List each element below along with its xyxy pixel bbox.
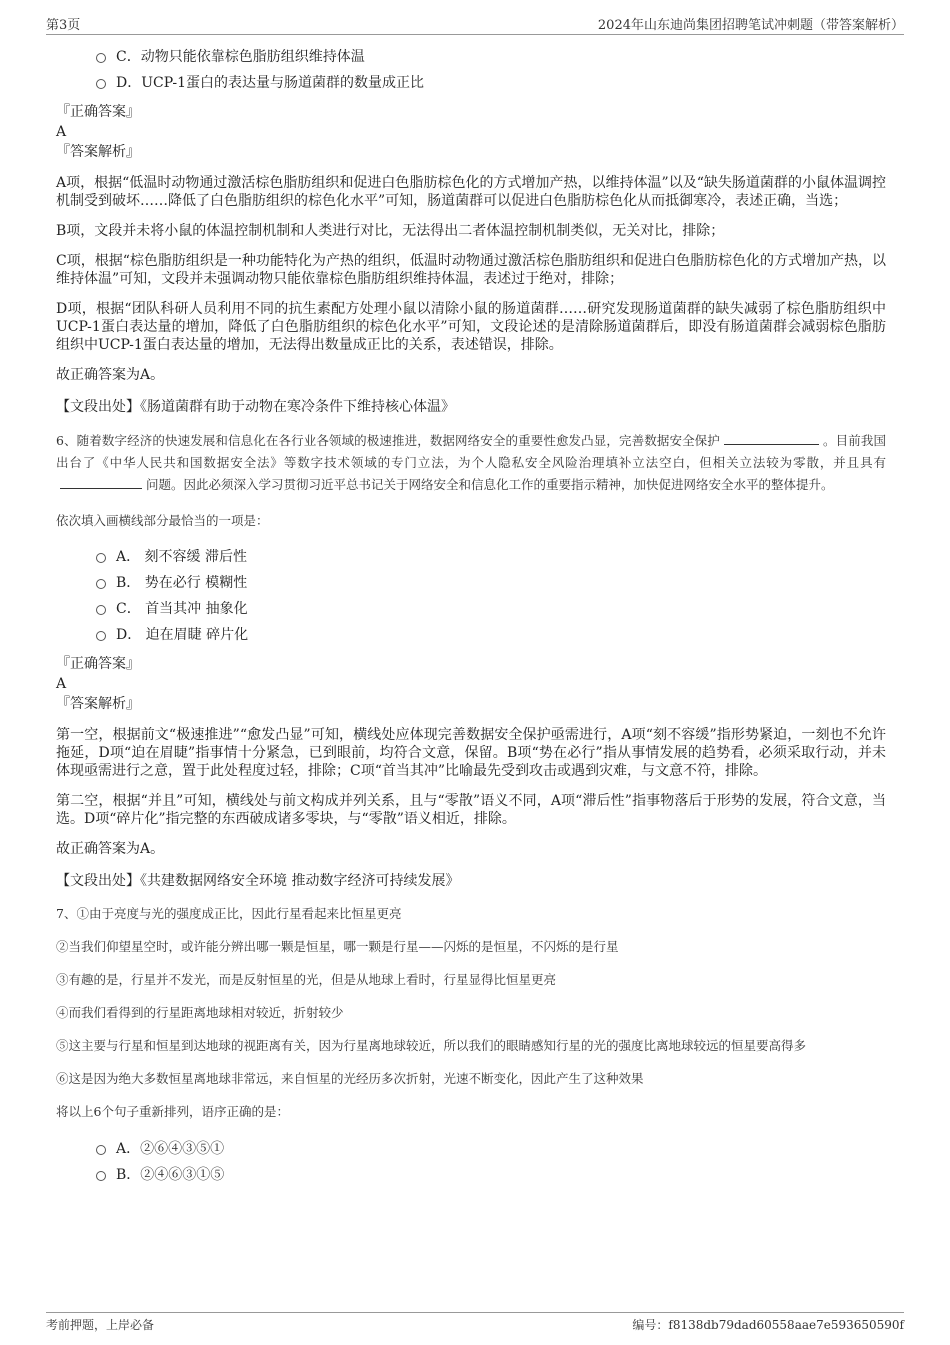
- fill-blank-1: [724, 432, 819, 445]
- radio-icon[interactable]: [96, 579, 106, 589]
- q6-option-b[interactable]: B． 势在必行 模糊性: [96, 570, 886, 596]
- q7-sentence: ⑥这是因为绝大多数恒星离地球非常远，来自恒星的光经历多次折射，光速不断变化，因此产生了这种效果: [56, 1071, 644, 1086]
- q6-option-c[interactable]: C． 首当其冲 抽象化: [96, 596, 886, 622]
- q7-sentence: ⑤这主要与行星和恒星到达地球的视距离有关，因为行星离地球较近，所以我们的眼睛感知行星的光的强度比离地球较远的恒星要高得多: [56, 1038, 807, 1053]
- q7-prompt: 将以上6个句子重新排列，语序正确的是：: [56, 1104, 289, 1119]
- radio-icon[interactable]: [96, 1171, 106, 1181]
- q6-prompt: 依次填入画横线部分最恰当的一项是：: [56, 513, 269, 528]
- analysis-conclusion: 故正确答案为A。: [56, 841, 165, 857]
- radio-icon[interactable]: [96, 605, 106, 615]
- analysis-paragraph: A项，根据“低温时动物通过激活棕色脂肪组织和促进白色脂肪棕色化的方式增加产热，以维持体温”以及“缺失肠道菌群的小鼠体温调控机制受到破坏……降低了白色脂肪组织的棕色化水平”可知，肠道菌群可以促进白色脂肪棕色化从而抵御寒冷，表述正确，当选；: [56, 175, 886, 209]
- page-header: [46, 12, 904, 35]
- analysis-paragraph: D项，根据“团队科研人员利用不同的抗生素配方处理小鼠以清除小鼠的肠道菌群……研究发现肠道菌群的缺失减弱了棕色脂肪组织中UCP-1蛋白表达量的增加，降低了白色脂肪组织的棕色化水平”可知，文段论述的是清除肠道菌群后，即没有肠道菌群会减弱棕色脂肪组织中UCP-1蛋白表达量的增加，无法得出数量成正比的关系，表述错误，排除。: [56, 301, 886, 353]
- document-id: 编号：f8138db79dad60558aae7e593650590f: [632, 1318, 904, 1332]
- q6-option-d[interactable]: D． 迫在眉睫 碎片化: [96, 622, 886, 648]
- q7-sentence: ②当我们仰望星空时，或许能分辨出哪一颗是恒星，哪一颗是行星——闪烁的是恒星，不闪烁的是行星: [56, 939, 619, 954]
- source-citation: 【文段出处】《肠道菌群有助于动物在寒冷条件下维持核心体温》: [56, 399, 455, 415]
- footer-slogan: 考前押题，上岸必备: [46, 1318, 155, 1332]
- q7-sentence: 7、①由于亮度与光的强度成正比，因此行星看起来比恒星更亮: [56, 906, 402, 921]
- analysis-paragraph: 第二空，根据“并且”可知，横线处与前文构成并列关系，且与“零散”语义不同，A项“滞后性”指事物落后于形势的发展，符合文意，当选。D项“碎片化”指完整的东西破成诸多零块，与“零散”语义相近，排除。: [56, 793, 886, 827]
- radio-icon[interactable]: [96, 553, 106, 563]
- answer-value: A: [56, 676, 67, 692]
- q7-option-b[interactable]: B．②④⑥③①⑤: [96, 1162, 886, 1188]
- fill-blank-2: [60, 476, 142, 489]
- radio-icon[interactable]: [96, 631, 106, 641]
- radio-icon[interactable]: [96, 53, 106, 63]
- analysis-paragraph: 第一空，根据前文“极速推进”“愈发凸显”可知，横线处应体现完善数据安全保护亟需进行，A项“刻不容缓”指形势紧迫，一刻也不允许拖延，D项“迫在眉睫”指事情十分紧急，已到眼前，均符合文意，保留。B项“势在必行”指从事情发展的趋势看，必须采取行动，并未体现亟需进行之意，置于此处程度过轻，排除；C项“首当其冲”比喻最先受到攻击或遇到灾难，与文意不符，排除。: [56, 727, 886, 779]
- q6-stem: 6、随着数字经济的快速发展和信息化在各行业各领域的极速推进，数据网络安全的重要性愈发凸显，完善数据安全保护 。目前我国出台了《中华人民共和国数据安全法》等数字技术领域的专门立法，为个人隐私安全风险治理填补立法空白，但相关立法较为零散，并且具有问题。因此必须深入学习贯彻习近平总书记关于网络安全和信息化工作的重要指示精神，加快促进网络安全水平的整体提升。: [56, 433, 886, 492]
- analysis-label: 『答案解析』: [56, 696, 140, 712]
- q6-option-a[interactable]: A． 刻不容缓 滞后性: [96, 544, 886, 570]
- document-body: [56, 44, 886, 1188]
- analysis-paragraph: B项，文段并未将小鼠的体温控制机制和人类进行对比，无法得出二者体温控制机制类似，无关对比，排除；: [56, 223, 725, 239]
- answer-label: 『正确答案』: [56, 656, 140, 672]
- q7-sentence: ④而我们看得到的行星距离地球相对较近，折射较少: [56, 1005, 344, 1020]
- q7-sentence: ③有趣的是，行星并不发光，而是反射恒星的光，但是从地球上看时，行星显得比恒星更亮: [56, 972, 557, 987]
- answer-label: 『正确答案』: [56, 104, 140, 120]
- radio-icon[interactable]: [96, 79, 106, 89]
- radio-icon[interactable]: [96, 1145, 106, 1155]
- page-number: 第3页: [46, 18, 81, 33]
- q5-option-c[interactable]: C．动物只能依靠棕色脂肪组织维持体温: [96, 44, 886, 70]
- analysis-conclusion: 故正确答案为A。: [56, 367, 165, 383]
- analysis-paragraph: C项，根据“棕色脂肪组织是一种功能特化为产热的组织，低温时动物通过激活棕色脂肪组织和促进白色脂肪棕色化的方式增加产热，以维持体温”可知，文段并未强调动物只能依靠棕色脂肪组织维持体温，表述过于绝对，排除；: [56, 253, 886, 287]
- analysis-label: 『答案解析』: [56, 144, 140, 160]
- answer-value: A: [56, 124, 67, 140]
- page-footer: [46, 1312, 904, 1336]
- source-citation: 【文段出处】《共建数据网络安全环境 推动数字经济可持续发展》: [56, 873, 460, 889]
- q5-option-d[interactable]: D．UCP-1蛋白的表达量与肠道菌群的数量成正比: [96, 70, 886, 96]
- document-title: 2024年山东迪尚集团招聘笔试冲刺题（带答案解析）: [597, 18, 904, 33]
- q7-option-a[interactable]: A．②⑥④③⑤①: [96, 1136, 886, 1162]
